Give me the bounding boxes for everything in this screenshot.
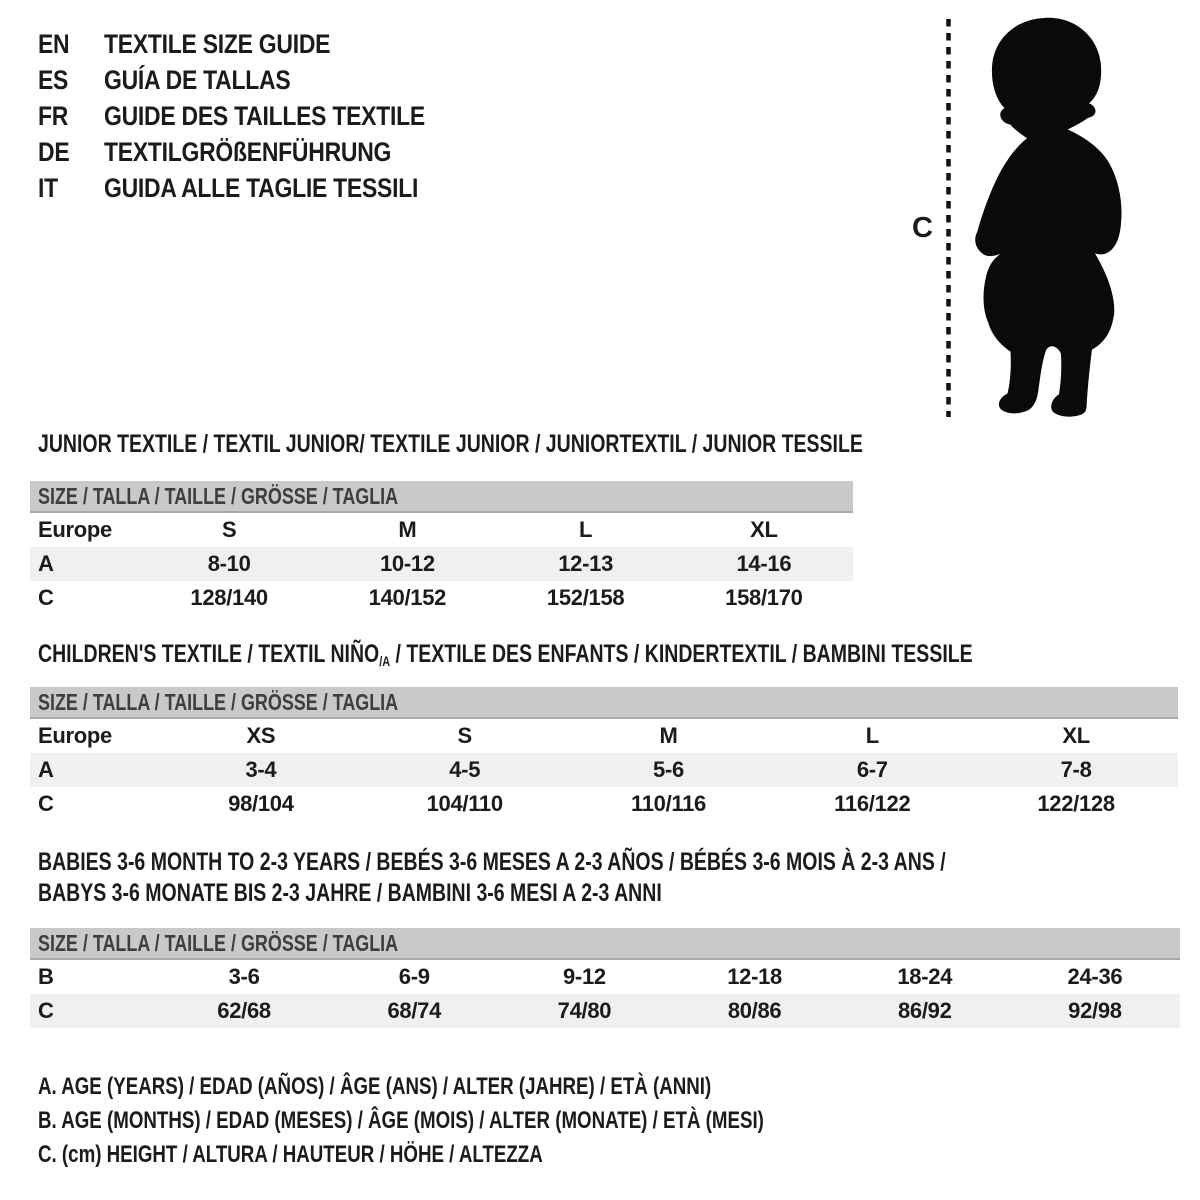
section-title-junior: JUNIOR TEXTILE / TEXTIL JUNIOR/ TEXTILE JUNIOR / JUNIORTEXTIL / JUNIOR TESSILE [38,430,863,458]
table-header-bar [30,687,1178,719]
toddler-silhouette-icon [975,18,1121,417]
row-label: Europe [38,723,112,748]
children-size-table [30,687,1178,821]
language-row-fr [38,98,482,134]
height-figure [935,15,1145,433]
section-title-babies: BABIES 3-6 MONTH TO 2-3 YEARS / BEBÉS 3-6 MESES A 2-3 AÑOS / BÉBÉS 3-6 MOIS À 2-3 ANS / BABYS 3-6 MONATE BIS 2-3 JAHRE / BAMBINI 3-6 MESI A 2-3 ANNI [38,848,946,907]
legend-line-c: C. (cm) HEIGHT / ALTURA / HAUTEUR / HÖHE / ALTEZZA [38,1141,543,1168]
height-measure-label: C [912,212,933,244]
height-cell: 80/86 [727,998,782,1023]
table-header-label: SIZE / TALLA / TAILLE / GRÖSSE / TAGLIA [38,483,399,509]
size-cell: M [659,723,678,748]
height-cell: 86/92 [897,998,952,1023]
language-code: ES [38,64,69,95]
language-row-it [38,170,482,206]
junior-size-table [30,481,853,615]
row-label: A [38,551,54,576]
age-cell: 8-10 [207,551,251,576]
size-cell: L [579,517,593,542]
height-cell: 158/170 [725,585,803,610]
height-cell: 122/128 [1037,791,1115,816]
size-cell: S [457,723,472,748]
height-cell: 140/152 [368,585,447,610]
table-header-bar [30,481,853,513]
height-cell: 104/110 [426,791,503,816]
age-cell: 12-13 [558,551,614,576]
age-cell: 12-18 [727,964,782,989]
language-title: GUIDE DES TAILLES TEXTILE [104,100,425,131]
language-code: IT [38,172,58,203]
language-title: GUIDA ALLE TAGLIE TESSILI [104,172,419,203]
row-label: C [38,791,54,816]
legend-line-a: A. AGE (YEARS) / EDAD (AÑOS) / ÂGE (ANS) / ALTER (JAHRE) / ETÀ (ANNI) [38,1073,712,1100]
table-header-label: SIZE / TALLA / TAILLE / GRÖSSE / TAGLIA [38,930,399,956]
size-cell: S [221,517,237,542]
measure-legend [38,1070,969,1172]
table-row-age [30,547,853,581]
table-header-label: SIZE / TALLA / TAILLE / GRÖSSE / TAGLIA [38,689,399,715]
babies-size-table [30,928,1180,1028]
legend-line-b: B. AGE (MONTHS) / EDAD (MESES) / ÂGE (MOIS) / ALTER (MONATE) / ETÀ (MESI) [38,1107,764,1134]
age-cell: 7-8 [1060,757,1092,782]
table-row-europe [30,719,1178,753]
section-title-children: CHILDREN'S TEXTILE / TEXTIL NIÑO/A / TEXTILE DES ENFANTS / KINDERTEXTIL / BAMBINI TESSILE [38,640,973,669]
table-row-age-months [30,960,1180,994]
language-row-de [38,134,482,170]
height-cell: 68/74 [387,998,442,1023]
table-row-height [30,787,1178,821]
size-cell: M [398,517,417,542]
age-cell: 9-12 [563,964,606,989]
language-code: DE [38,136,70,167]
language-row-es [38,62,482,98]
title-subscript: /A [379,653,391,669]
row-label: C [38,998,54,1023]
table-row-height [30,994,1180,1028]
height-cell: 152/158 [546,585,625,610]
language-code: FR [38,100,69,131]
age-cell: 3-4 [245,757,277,782]
table-row-age [30,753,1178,787]
table-header-bar [30,928,1180,960]
size-cell: L [865,723,879,748]
row-label: Europe [38,517,112,542]
table-row-europe [30,513,853,547]
height-cell: 92/98 [1068,998,1122,1023]
height-cell: 128/140 [190,585,268,610]
row-label: A [38,757,54,782]
language-title: TEXTILE SIZE GUIDE [104,28,331,59]
age-cell: 5-6 [653,757,684,782]
height-cell: 74/80 [557,998,612,1023]
size-cell: XS [246,723,276,748]
language-title-list [38,26,482,206]
language-row-en [38,26,482,62]
age-cell: 3-6 [228,964,260,989]
height-cell: 62/68 [217,998,271,1023]
age-cell: 24-36 [1067,964,1123,989]
age-cell: 6-7 [856,757,888,782]
language-title: GUÍA DE TALLAS [104,64,291,95]
row-label: B [38,964,54,989]
size-cell: XL [1062,723,1090,748]
age-cell: 4-5 [449,757,481,782]
age-cell: 6-9 [398,964,430,989]
age-cell: 18-24 [897,964,953,989]
language-title: TEXTILGRÖßENFÜHRUNG [104,136,392,167]
row-label: C [38,585,54,610]
height-cell: 110/116 [630,791,706,816]
table-row-height [30,581,853,615]
height-cell: 98/104 [228,791,294,816]
height-cell: 116/122 [834,791,911,816]
age-cell: 10-12 [379,551,435,576]
size-cell: XL [750,517,778,542]
age-cell: 14-16 [736,551,792,576]
language-code: EN [38,28,70,59]
